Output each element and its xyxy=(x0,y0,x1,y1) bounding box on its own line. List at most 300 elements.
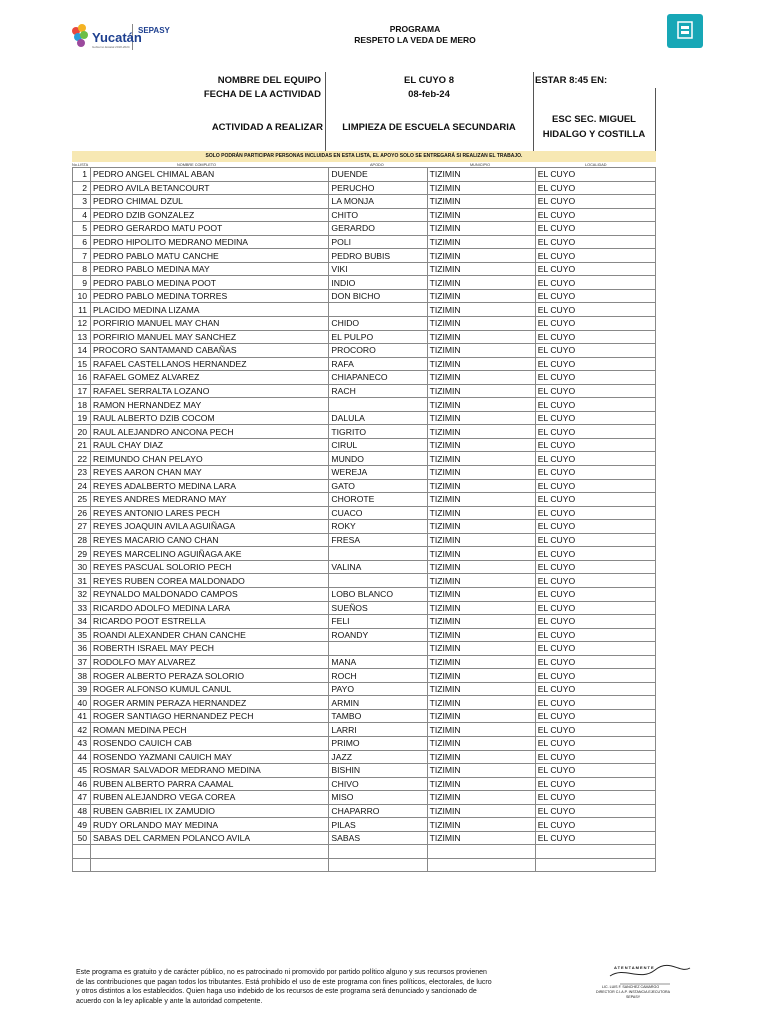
table-row xyxy=(73,628,656,642)
seal-icon xyxy=(667,14,703,48)
row-municipality: TIZIMIN xyxy=(427,466,535,480)
table-row xyxy=(73,831,656,845)
activity-value: LIMPIEZA DE ESCUELA SECUNDARIA xyxy=(342,122,516,133)
table-row xyxy=(73,452,656,466)
table-row xyxy=(73,642,656,656)
signer-org: SEPASY xyxy=(626,995,641,999)
row-locality: EL CUYO xyxy=(535,276,655,290)
yucatan-sepasy-logo xyxy=(70,22,185,52)
notice-banner: SOLO PODRÁN PARTICIPAR PERSONAS INCLUIDAS EN ESTA LISTA, EL APOYO SOLO SE ENTREGARÁ SI REALIZAN EL TRABAJO. xyxy=(72,151,656,162)
row-locality: EL CUYO xyxy=(535,723,655,737)
row-number: 25 xyxy=(73,493,91,507)
row-municipality: TIZIMIN xyxy=(427,438,535,452)
row-municipality: TIZIMIN xyxy=(427,235,535,249)
row-nickname: JAZZ xyxy=(329,750,427,764)
table-row xyxy=(73,750,656,764)
row-full-name: RICARDO ADOLFO MEDINA LARA xyxy=(91,601,329,615)
participants-table xyxy=(72,167,656,872)
table-row xyxy=(73,547,656,561)
row-nickname: ARMIN xyxy=(329,696,427,710)
row-full-name: REYES JOAQUIN AVILA AGUIÑAGA xyxy=(91,520,329,534)
row-number: 10 xyxy=(73,289,91,303)
row-nickname xyxy=(329,547,427,561)
row-nickname: SABAS xyxy=(329,831,427,845)
table-row xyxy=(73,804,656,818)
row-full-name: ROANDI ALEXANDER CHAN CANCHE xyxy=(91,628,329,642)
row-municipality: TIZIMIN xyxy=(427,547,535,561)
program-title xyxy=(300,24,530,46)
row-municipality: TIZIMIN xyxy=(427,791,535,805)
row-full-name: RAUL ALBERTO DZIB COCOM xyxy=(91,411,329,425)
row-municipality: TIZIMIN xyxy=(427,262,535,276)
row-municipality: TIZIMIN xyxy=(427,303,535,317)
row-municipality: TIZIMIN xyxy=(427,587,535,601)
row-nickname: SUEÑOS xyxy=(329,601,427,615)
row-locality: EL CUYO xyxy=(535,574,655,588)
row-municipality: TIZIMIN xyxy=(427,276,535,290)
row-locality: EL CUYO xyxy=(535,560,655,574)
table-row xyxy=(73,858,656,872)
row-locality: EL CUYO xyxy=(535,696,655,710)
row-municipality: TIZIMIN xyxy=(427,195,535,209)
row-nickname: FELI xyxy=(329,615,427,629)
signer-title: DIRECTOR C.I.A.P. INSTANCIA EJECUTORA xyxy=(596,990,671,994)
row-locality: EL CUYO xyxy=(535,628,655,642)
row-full-name: PEDRO PABLO MEDINA MAY xyxy=(91,262,329,276)
row-nickname: MANA xyxy=(329,655,427,669)
row-nickname: CIRUL xyxy=(329,438,427,452)
row-municipality: TIZIMIN xyxy=(427,777,535,791)
row-full-name: RAUL ALEJANDRO ANCONA PECH xyxy=(91,425,329,439)
row-number: 39 xyxy=(73,682,91,696)
row-full-name: RUBEN ALBERTO PARRA CAAMAL xyxy=(91,777,329,791)
table-row xyxy=(73,276,656,290)
table-row xyxy=(73,289,656,303)
table-row xyxy=(73,506,656,520)
signer-name: LIC. LUIS F. SANCHEZ CAMARGO xyxy=(602,985,660,989)
row-full-name: REYNALDO MALDONADO CAMPOS xyxy=(91,587,329,601)
row-locality: EL CUYO xyxy=(535,642,655,656)
row-nickname: PILAS xyxy=(329,818,427,832)
row-nickname: ROKY xyxy=(329,520,427,534)
row-number: 22 xyxy=(73,452,91,466)
sepasy-seal-logo xyxy=(667,14,703,48)
row-nickname: CHAPARRO xyxy=(329,804,427,818)
row-full-name: PORFIRIO MANUEL MAY SANCHEZ xyxy=(91,330,329,344)
table-row xyxy=(73,479,656,493)
row-number: 43 xyxy=(73,736,91,750)
row-municipality: TIZIMIN xyxy=(427,601,535,615)
table-row xyxy=(73,344,656,358)
row-nickname: DUENDE xyxy=(329,168,427,182)
yucatan-small-text: Gobierno Estatal 2018-2024 xyxy=(92,45,130,49)
table-row xyxy=(73,736,656,750)
row-municipality: TIZIMIN xyxy=(427,682,535,696)
table-row xyxy=(73,777,656,791)
date-label: FECHA DE LA ACTIVIDAD xyxy=(203,89,321,100)
row-locality: EL CUYO xyxy=(535,317,655,331)
row-municipality: TIZIMIN xyxy=(427,398,535,412)
table-row xyxy=(73,764,656,778)
row-municipality: TIZIMIN xyxy=(427,330,535,344)
row-nickname: WEREJA xyxy=(329,466,427,480)
row-municipality: TIZIMIN xyxy=(427,615,535,629)
row-municipality: TIZIMIN xyxy=(427,411,535,425)
table-row xyxy=(73,682,656,696)
row-locality: EL CUYO xyxy=(535,777,655,791)
row-full-name: REYES ANDRES MEDRANO MAY xyxy=(91,493,329,507)
row-locality: EL CUYO xyxy=(535,669,655,683)
table-row xyxy=(73,520,656,534)
sepasy-text: SEPASY xyxy=(138,26,170,35)
row-municipality: TIZIMIN xyxy=(427,371,535,385)
row-municipality xyxy=(427,858,535,872)
row-nickname: LARRI xyxy=(329,723,427,737)
row-municipality: TIZIMIN xyxy=(427,493,535,507)
row-full-name: PROCORO SANTAMAND CABAÑAS xyxy=(91,344,329,358)
row-locality: EL CUYO xyxy=(535,764,655,778)
row-nickname: INDIO xyxy=(329,276,427,290)
table-row xyxy=(73,601,656,615)
row-nickname: RACH xyxy=(329,384,427,398)
table-row xyxy=(73,669,656,683)
row-number: 48 xyxy=(73,804,91,818)
row-locality: EL CUYO xyxy=(535,547,655,561)
row-number: 50 xyxy=(73,831,91,845)
row-municipality: TIZIMIN xyxy=(427,818,535,832)
table-row xyxy=(73,574,656,588)
row-number: 28 xyxy=(73,533,91,547)
row-full-name: ROGER SANTIAGO HERNANDEZ PECH xyxy=(91,709,329,723)
row-number: 21 xyxy=(73,438,91,452)
row-number: 46 xyxy=(73,777,91,791)
row-locality: EL CUYO xyxy=(535,791,655,805)
row-number: 24 xyxy=(73,479,91,493)
col-mun-header: MUNICIPIO xyxy=(470,163,491,167)
table-row xyxy=(73,655,656,669)
row-nickname: ROCH xyxy=(329,669,427,683)
row-number: 18 xyxy=(73,398,91,412)
row-locality xyxy=(535,845,655,859)
row-number: 13 xyxy=(73,330,91,344)
table-row xyxy=(73,587,656,601)
row-full-name: PEDRO AVILA BETANCOURT xyxy=(91,181,329,195)
row-nickname: GATO xyxy=(329,479,427,493)
row-locality: EL CUYO xyxy=(535,344,655,358)
row-number: 4 xyxy=(73,208,91,222)
row-nickname xyxy=(329,398,427,412)
row-locality: EL CUYO xyxy=(535,181,655,195)
table-row xyxy=(73,168,656,182)
table-row xyxy=(73,791,656,805)
row-municipality: TIZIMIN xyxy=(427,750,535,764)
row-locality: EL CUYO xyxy=(535,357,655,371)
row-locality: EL CUYO xyxy=(535,168,655,182)
row-full-name: PEDRO ANGEL CHIMAL ABAN xyxy=(91,168,329,182)
row-nickname: PEDRO BUBIS xyxy=(329,249,427,263)
row-nickname: VIKI xyxy=(329,262,427,276)
row-full-name: RICARDO POOT ESTRELLA xyxy=(91,615,329,629)
row-number: 41 xyxy=(73,709,91,723)
row-full-name: PEDRO PABLO MEDINA TORRES xyxy=(91,289,329,303)
row-number: 14 xyxy=(73,344,91,358)
row-locality: EL CUYO xyxy=(535,533,655,547)
row-municipality: TIZIMIN xyxy=(427,344,535,358)
row-full-name xyxy=(91,845,329,859)
row-locality: EL CUYO xyxy=(535,709,655,723)
table-row xyxy=(73,371,656,385)
row-nickname: CHOROTE xyxy=(329,493,427,507)
row-nickname: CHIVO xyxy=(329,777,427,791)
table-row xyxy=(73,845,656,859)
row-nickname: VALINA xyxy=(329,560,427,574)
program-label: PROGRAMA xyxy=(389,24,441,34)
row-number: 29 xyxy=(73,547,91,561)
row-number: 49 xyxy=(73,818,91,832)
table-row xyxy=(73,195,656,209)
row-municipality: TIZIMIN xyxy=(427,764,535,778)
row-nickname: PRIMO xyxy=(329,736,427,750)
row-locality: EL CUYO xyxy=(535,398,655,412)
row-number: 35 xyxy=(73,628,91,642)
signature-block xyxy=(590,962,700,1002)
table-row xyxy=(73,303,656,317)
row-locality: EL CUYO xyxy=(535,506,655,520)
row-full-name: RAFAEL SERRALTA LOZANO xyxy=(91,384,329,398)
row-locality: EL CUYO xyxy=(535,587,655,601)
row-municipality: TIZIMIN xyxy=(427,709,535,723)
table-row xyxy=(73,398,656,412)
activity-header xyxy=(72,72,656,152)
row-municipality: TIZIMIN xyxy=(427,574,535,588)
row-municipality: TIZIMIN xyxy=(427,222,535,236)
row-nickname: FRESA xyxy=(329,533,427,547)
row-municipality: TIZIMIN xyxy=(427,506,535,520)
row-full-name: REYES ANTONIO LARES PECH xyxy=(91,506,329,520)
row-nickname xyxy=(329,642,427,656)
row-locality xyxy=(535,858,655,872)
row-locality: EL CUYO xyxy=(535,736,655,750)
row-locality: EL CUYO xyxy=(535,452,655,466)
row-nickname: RAFA xyxy=(329,357,427,371)
row-municipality: TIZIMIN xyxy=(427,831,535,845)
row-full-name: PEDRO PABLO MEDINA POOT xyxy=(91,276,329,290)
row-nickname: GERARDO xyxy=(329,222,427,236)
row-full-name: ROGER ALFONSO KUMUL CANUL xyxy=(91,682,329,696)
row-number: 12 xyxy=(73,317,91,331)
row-municipality: TIZIMIN xyxy=(427,669,535,683)
row-full-name: RUBEN GABRIEL IX ZAMUDIO xyxy=(91,804,329,818)
row-locality: EL CUYO xyxy=(535,682,655,696)
row-locality: EL CUYO xyxy=(535,411,655,425)
row-number: 38 xyxy=(73,669,91,683)
table-row xyxy=(73,235,656,249)
row-full-name: ROSMAR SALVADOR MEDRANO MEDINA xyxy=(91,764,329,778)
table-row xyxy=(73,818,656,832)
row-municipality: TIZIMIN xyxy=(427,289,535,303)
row-nickname: PERUCHO xyxy=(329,181,427,195)
row-number: 23 xyxy=(73,466,91,480)
row-number: 33 xyxy=(73,601,91,615)
row-full-name: REIMUNDO CHAN PELAYO xyxy=(91,452,329,466)
row-locality: EL CUYO xyxy=(535,831,655,845)
row-municipality: TIZIMIN xyxy=(427,723,535,737)
row-municipality: TIZIMIN xyxy=(427,317,535,331)
row-municipality: TIZIMIN xyxy=(427,168,535,182)
row-full-name: REYES AARON CHAN MAY xyxy=(91,466,329,480)
team-value: EL CUYO 8 xyxy=(404,75,454,86)
yucatan-brand-text: Yucatán xyxy=(92,30,142,45)
row-locality: EL CUYO xyxy=(535,818,655,832)
table-row xyxy=(73,560,656,574)
col-num-header: No.LISTA xyxy=(72,163,89,167)
row-municipality: TIZIMIN xyxy=(427,520,535,534)
row-number: 40 xyxy=(73,696,91,710)
row-municipality: TIZIMIN xyxy=(427,642,535,656)
row-full-name: RAUL CHAY DIAZ xyxy=(91,438,329,452)
row-number: 37 xyxy=(73,655,91,669)
row-number: 27 xyxy=(73,520,91,534)
row-full-name xyxy=(91,858,329,872)
row-nickname: LOBO BLANCO xyxy=(329,587,427,601)
table-row xyxy=(73,317,656,331)
row-nickname: CHITO xyxy=(329,208,427,222)
row-municipality: TIZIMIN xyxy=(427,696,535,710)
row-number: 31 xyxy=(73,574,91,588)
row-number: 44 xyxy=(73,750,91,764)
row-full-name: ROSENDO YAZMANI CAUICH MAY xyxy=(91,750,329,764)
row-number: 2 xyxy=(73,181,91,195)
row-locality: EL CUYO xyxy=(535,601,655,615)
row-full-name: PORFIRIO MANUEL MAY CHAN xyxy=(91,317,329,331)
row-number: 3 xyxy=(73,195,91,209)
table-row xyxy=(73,181,656,195)
row-locality: EL CUYO xyxy=(535,384,655,398)
row-nickname: CHIAPANECO xyxy=(329,371,427,385)
row-municipality: TIZIMIN xyxy=(427,628,535,642)
row-municipality: TIZIMIN xyxy=(427,655,535,669)
row-municipality: TIZIMIN xyxy=(427,533,535,547)
table-row xyxy=(73,222,656,236)
row-number: 6 xyxy=(73,235,91,249)
signature-heading: ATENTAMENTE xyxy=(614,965,655,970)
row-full-name: PEDRO HIPOLITO MEDRANO MEDINA xyxy=(91,235,329,249)
col-loc-header: LOCALIDAD xyxy=(585,163,607,167)
row-number: 47 xyxy=(73,791,91,805)
table-row xyxy=(73,262,656,276)
row-municipality: TIZIMIN xyxy=(427,452,535,466)
row-full-name: RUBEN ALEJANDRO VEGA COREA xyxy=(91,791,329,805)
row-number xyxy=(73,845,91,859)
row-nickname xyxy=(329,845,427,859)
row-locality: EL CUYO xyxy=(535,330,655,344)
row-number: 32 xyxy=(73,587,91,601)
table-row xyxy=(73,411,656,425)
row-full-name: PEDRO GERARDO MATU POOT xyxy=(91,222,329,236)
table-row xyxy=(73,696,656,710)
row-municipality: TIZIMIN xyxy=(427,357,535,371)
row-locality: EL CUYO xyxy=(535,615,655,629)
row-number: 11 xyxy=(73,303,91,317)
row-number: 36 xyxy=(73,642,91,656)
row-number: 5 xyxy=(73,222,91,236)
table-row xyxy=(73,493,656,507)
col-alias-header: APODO xyxy=(370,163,384,167)
row-full-name: RAMON HERNANDEZ MAY xyxy=(91,398,329,412)
row-full-name: PLACIDO MEDINA LIZAMA xyxy=(91,303,329,317)
row-nickname: DON BICHO xyxy=(329,289,427,303)
activity-label: ACTIVIDAD A REALIZAR xyxy=(211,122,323,133)
row-locality: EL CUYO xyxy=(535,425,655,439)
row-municipality xyxy=(427,845,535,859)
row-full-name: ROMAN MEDINA PECH xyxy=(91,723,329,737)
row-nickname: ROANDY xyxy=(329,628,427,642)
table-row xyxy=(73,357,656,371)
row-nickname: DALULA xyxy=(329,411,427,425)
row-full-name: ROGER ARMIN PERAZA HERNANDEZ xyxy=(91,696,329,710)
row-number xyxy=(73,858,91,872)
row-full-name: RAFAEL GOMEZ ALVAREZ xyxy=(91,371,329,385)
row-full-name: RUDY ORLANDO MAY MEDINA xyxy=(91,818,329,832)
row-locality: EL CUYO xyxy=(535,222,655,236)
row-full-name: ROGER ALBERTO PERAZA SOLORIO xyxy=(91,669,329,683)
row-locality: EL CUYO xyxy=(535,249,655,263)
row-number: 17 xyxy=(73,384,91,398)
row-full-name: PEDRO DZIB GONZALEZ xyxy=(91,208,329,222)
row-full-name: REYES PASCUAL SOLORIO PECH xyxy=(91,560,329,574)
row-nickname: CUACO xyxy=(329,506,427,520)
row-municipality: TIZIMIN xyxy=(427,736,535,750)
row-full-name: REYES ADALBERTO MEDINA LARA xyxy=(91,479,329,493)
row-number: 8 xyxy=(73,262,91,276)
row-locality: EL CUYO xyxy=(535,303,655,317)
row-municipality: TIZIMIN xyxy=(427,181,535,195)
row-full-name: REYES RUBEN COREA MALDONADO xyxy=(91,574,329,588)
row-number: 26 xyxy=(73,506,91,520)
row-locality: EL CUYO xyxy=(535,479,655,493)
row-municipality: TIZIMIN xyxy=(427,208,535,222)
row-full-name: PEDRO PABLO MATU CANCHE xyxy=(91,249,329,263)
table-row xyxy=(73,723,656,737)
row-full-name: ROSENDO CAUICH CAB xyxy=(91,736,329,750)
table-row xyxy=(73,709,656,723)
row-locality: EL CUYO xyxy=(535,493,655,507)
row-number: 45 xyxy=(73,764,91,778)
row-nickname: BISHIN xyxy=(329,764,427,778)
col-name-header: NOMBRE COMPLETO xyxy=(177,163,216,167)
legal-disclaimer: Este programa es gratuito y de carácter público, no es patrocinado ni promovido por partido político alguno y sus recursos provienen de las contribuciones que pagan todos los tributantes. Está prohibido el uso de este programa con fines políticos, electorales, de lucro y otros distintos a los establecidos. Quien haga uso indebido de los recursos de este programa será denunciado y sancionado de acuerdo con la ley aplicable y ante la autoridad competente. xyxy=(76,969,492,1005)
row-municipality: TIZIMIN xyxy=(427,560,535,574)
row-number: 19 xyxy=(73,411,91,425)
row-number: 34 xyxy=(73,615,91,629)
row-locality: EL CUYO xyxy=(535,289,655,303)
program-name: RESPETO LA VEDA DE MERO xyxy=(354,35,476,45)
row-number: 9 xyxy=(73,276,91,290)
row-municipality: TIZIMIN xyxy=(427,479,535,493)
row-number: 1 xyxy=(73,168,91,182)
row-locality: EL CUYO xyxy=(535,208,655,222)
table-row xyxy=(73,425,656,439)
row-number: 15 xyxy=(73,357,91,371)
row-locality: EL CUYO xyxy=(535,466,655,480)
row-nickname xyxy=(329,858,427,872)
row-locality: EL CUYO xyxy=(535,804,655,818)
row-nickname: LA MONJA xyxy=(329,195,427,209)
row-number: 42 xyxy=(73,723,91,737)
row-municipality: TIZIMIN xyxy=(427,804,535,818)
row-number: 20 xyxy=(73,425,91,439)
table-row xyxy=(73,249,656,263)
